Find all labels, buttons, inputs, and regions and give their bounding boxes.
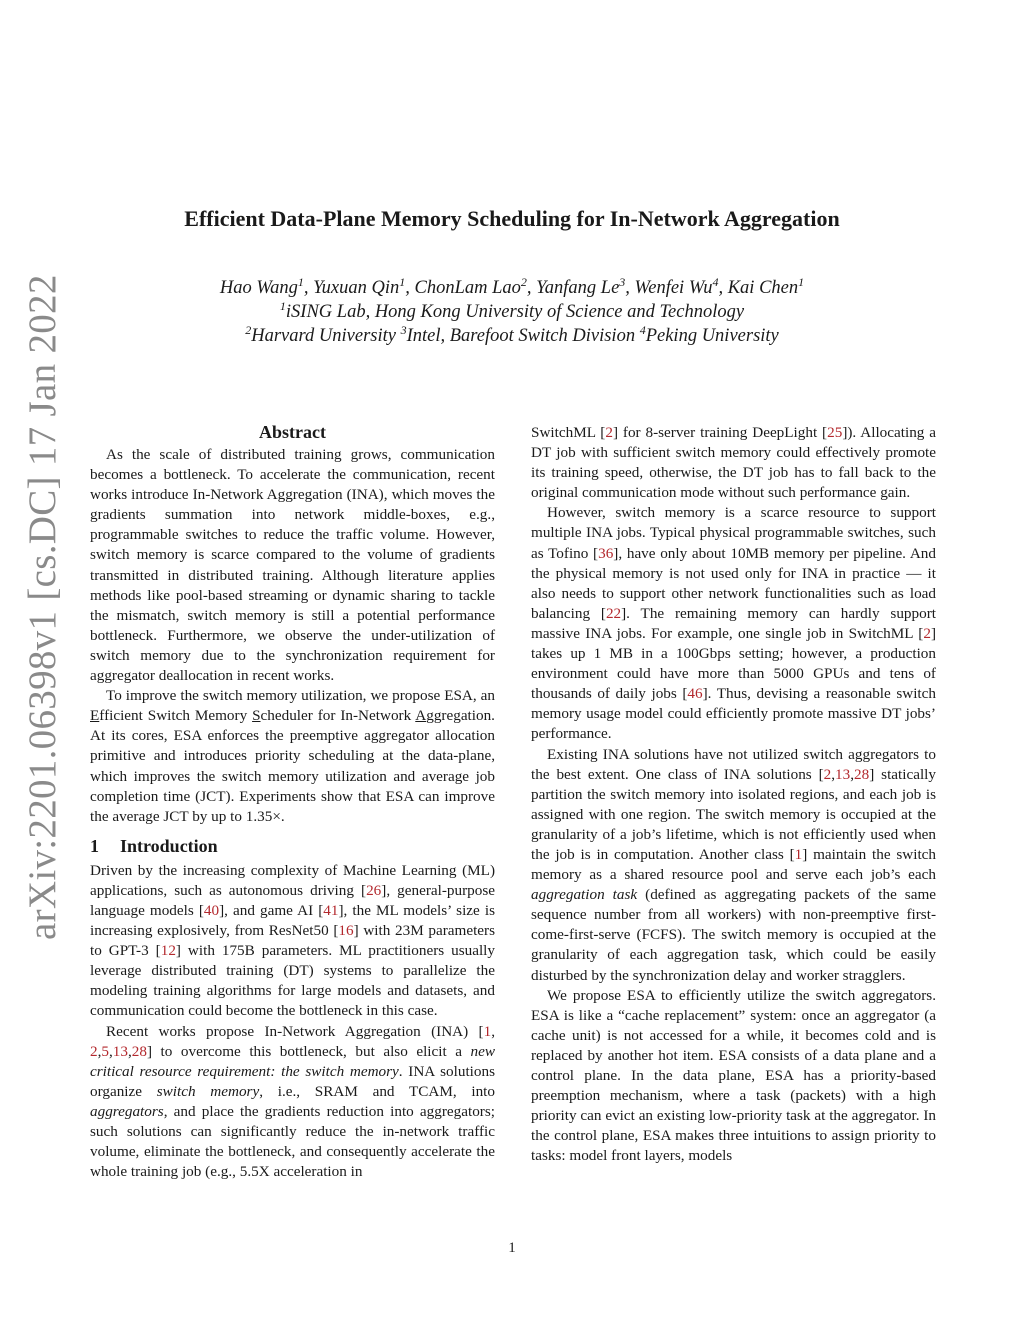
citation-link[interactable]: 22 bbox=[605, 604, 622, 622]
citation-link[interactable]: 28 bbox=[854, 765, 870, 783]
page-number: 1 bbox=[508, 1240, 516, 1256]
citation-link[interactable]: 13 bbox=[835, 765, 851, 783]
body-paragraph: SwitchML [2] for 8-server training DeepLight [25]). Allocating a DT job with sufficient switch memory could effectively promote its training speed, otherwise, the DT job has to fall back to the original communication mode without such performance gain. bbox=[531, 424, 936, 502]
citation-link[interactable]: 1 bbox=[483, 1022, 492, 1040]
citation-link[interactable]: 2 bbox=[605, 424, 613, 441]
author-name: Hao Wang bbox=[219, 278, 298, 298]
affiliation-line-2: $^2$Harvard University $^3$Intel, Barefoot Switch Division $^4$Peking University bbox=[245, 323, 779, 346]
citation-link[interactable]: 1 bbox=[794, 845, 803, 863]
citation-link[interactable]: 26 bbox=[366, 881, 382, 899]
citation-link[interactable]: 46 bbox=[687, 685, 703, 703]
abstract-paragraph: To improve the switch memory utilization, we propose ESA, an Efficient Switch Memory Scheduler for In-Network Aggregation. At its cores, ESA enforces the preemptive aggregator allocation primitive and introduces priority scheduling at the data-plane, which improves the switch memory utilization and average job completion time (JCT). Experiments show that ESA can improve the average JCT by up to 1.35×. bbox=[90, 687, 495, 825]
affiliation-line-1: $^1$iSING Lab, Hong Kong University of Science and Technology bbox=[279, 299, 745, 322]
author-name: Kai Chen bbox=[727, 278, 799, 298]
citation-link[interactable]: 41 bbox=[323, 901, 339, 919]
author-name: Wenfei Wu bbox=[634, 278, 713, 298]
section-heading-introduction: 1 Introduction bbox=[90, 835, 218, 856]
abstract-heading: Abstract bbox=[259, 422, 326, 442]
citation-link[interactable]: 36 bbox=[598, 544, 614, 562]
author-list: Hao Wang$^1$, Yuxuan Qin$^1$, ChonLam Lao$^2$, Yanfang Le$^3$, Wenfei Wu$^4$, Kai Chen$^1$ bbox=[219, 275, 805, 298]
abstract-paragraph: As the scale of distributed training grows, communication becomes a bottleneck. To accelerate the communication, recent works introduce In-Network Aggregation (INA), which moves the gradients summation into network middle-boxes, e.g., programmable switches to reduce the traffic volume. However, switch memory is scarce compared to the volume of gradients transmitted in distributed training. Although literature applies methods like pool-based streaming or dynamic sharing to tackle the mismatch, switch memory is still a potential performance bottleneck. Furthermore, we observe the under-utilization of switch memory due to the synchronization requirement for aggregator deallocation in recent works. bbox=[90, 446, 495, 685]
intro-paragraph: Recent works propose In-Network Aggregation (INA) [1, 2,5,13,28] to overcome this bottleneck, but also elicit a new critical resource requirement: the switch memory. INA solutions organize switch memory, i.e., SRAM and TCAM, into aggregators, and place the gradients reduction into aggregators; such solutions can significantly reduce the in-network traffic volume, eliminate the bottleneck, and consequently accelerate the whole training job (e.g., 5.5X acceleration in bbox=[90, 1022, 495, 1181]
body-paragraph: Existing INA solutions have not utilized switch aggregators to the best extent. One class of INA solutions [2,13,28] statically partition the switch memory into isolated regions, and each job is assigned with one region. The switch memory is occupied at the granularity of a job’s lifetime, which is not efficiently used when the job is in computation. Another class [1] maintain the switch memory as a shared resource pool and serve each job’s each aggregation task (defined as aggregating packets of the same sequence number from all workers) with non-preemptive first-come-first-serve (FCFS). The switch memory is occupied at the granularity of each aggregation task, which could be easily disturbed by the synchronization delay and worker stragglers. bbox=[531, 745, 937, 984]
author-name: Yanfang Le bbox=[536, 278, 620, 298]
citation-link[interactable]: 16 bbox=[338, 922, 354, 940]
citation-link[interactable]: 25 bbox=[827, 424, 843, 441]
citation-link[interactable]: 13 bbox=[112, 1042, 128, 1060]
intro-paragraph: Driven by the increasing complexity of Machine Learning (ML) applications, such as autonomous driving [26], general-purpose language models [40], and game AI [41], the ML models’ size is increasing explosively, from ResNet50 [16] with 23M parameters to GPT-3 [12] with 175B parameters. ML practitioners usually leverage distributed training (DT) systems to parallelize the modeling training algorithms for large models and datasets, and communication could become the bottleneck in this case. bbox=[90, 861, 495, 1020]
citation-link[interactable]: 5 bbox=[101, 1042, 109, 1060]
citation-link[interactable]: 2 bbox=[90, 1042, 98, 1060]
citation-link[interactable]: 2 bbox=[823, 765, 832, 783]
body-paragraph: We propose ESA to efficiently utilize the switch aggregators. ESA is like a “cache replacement” system: once an aggregator (a cache unit) is not accessed for a while, it becomes cold and is replaced by another hot item. ESA consists of a data plane and a control plane. In the data plane, ESA has a priority-based preemption mechanism, where a task (packets) with a high priority can evict an existing low-priority task at the aggregator. In the control plane, ESA makes three intuitions to assign priority to tasks: model front layers, models bbox=[531, 986, 936, 1165]
citation-link[interactable]: 2 bbox=[923, 624, 931, 642]
author-name: ChonLam Lao bbox=[414, 278, 521, 298]
paper-title: Efficient Data-Plane Memory Scheduling for In-Network Aggregation bbox=[184, 206, 840, 231]
body-paragraph: However, switch memory is a scarce resource to support multiple INA jobs. Typical physical programmable switches, such as Tofino [36], have only about 10MB memory per pipeline. And the physical memory is not used only for INA in practice — it also needs to support other network functionalities such as load balancing [22]. The remaining memory can hardly support massive INA jobs. For example, one single job in SwitchML [2] takes up 1 MB in a 100Gbps setting; however, a production environment could have more than 5000 GPUs and tens of thousands of daily jobs [46]. Thus, devising a reasonable switch memory usage model could efficiently promote massive DT jobs’ performance. bbox=[531, 504, 936, 743]
citation-link[interactable]: 28 bbox=[131, 1042, 147, 1060]
citation-link[interactable]: 12 bbox=[160, 942, 176, 960]
arxiv-identifier: arXiv:2201.06398v1 [cs.DC] 17 Jan 2022 bbox=[21, 274, 64, 940]
author-name: Yuxuan Qin bbox=[313, 278, 400, 298]
left-column bbox=[90, 420, 495, 1182]
right-column bbox=[531, 420, 936, 1166]
citation-link[interactable]: 40 bbox=[203, 901, 220, 919]
